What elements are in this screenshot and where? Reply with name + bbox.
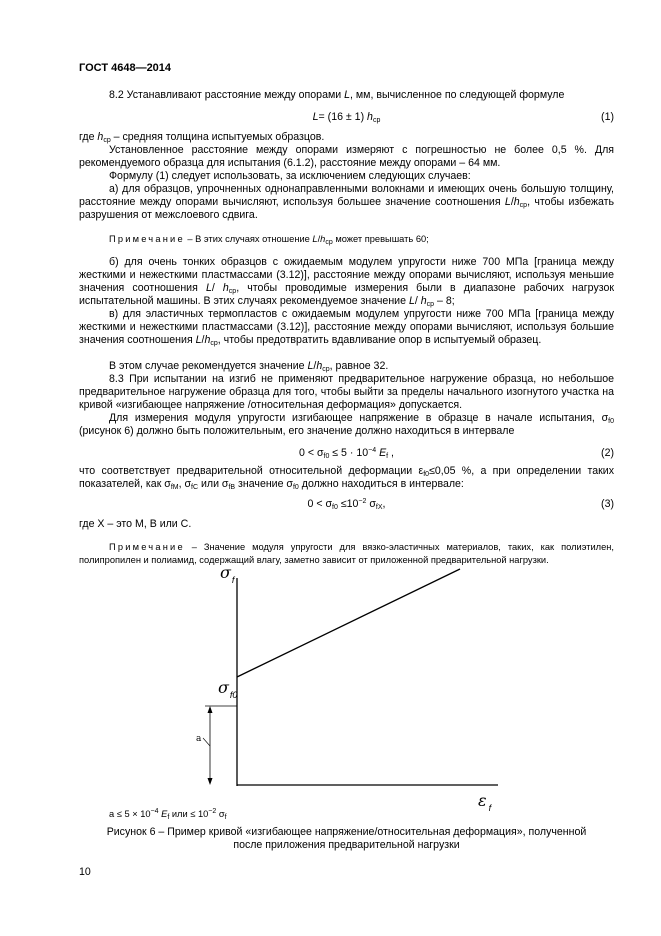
text-run: – Значение модуля упругости для вязко-эластичных материалов, таких, как полиэтилен, полипропилен и полиамид, содержащий влагу, заметно зависит от приложенной предварительной нагрузки. [79, 542, 614, 566]
text-run: , чтобы проводимые измерения были в диапазоне рабочих нагрузок испытательной машины. В этих случаях рекомендуемое значение [79, 282, 615, 308]
text-run: / [510, 196, 514, 209]
text-run: h [204, 334, 211, 347]
arrow-down-icon [208, 778, 213, 785]
page-number: 10 [79, 866, 91, 878]
text-run: , [382, 498, 386, 510]
text-run: ≤ 5 · 10 [329, 447, 369, 459]
formula-number: (3) [601, 498, 614, 510]
text-run: E [161, 809, 168, 819]
text-run: h [222, 282, 229, 295]
text-run: ≤10 [337, 498, 359, 510]
text-run: f0 [292, 484, 299, 492]
text-run: должно находиться в интервале: [298, 478, 464, 491]
text-run: где [79, 131, 98, 143]
text-run: где X – это M, B или C. [79, 518, 192, 530]
text-run: (рисунок 6) должно быть положительным, его значение должно находиться в интервале [79, 425, 515, 438]
text-run: ≤0,05 %, а при определении таких показателей, как σ [79, 465, 614, 491]
text-run: L [195, 334, 202, 347]
text-run: Установленное расстояние между опорами измеряют с погрешностью не более 0,5 %. Для рекомендуемого образца для испытания (6.1.2), расстояние между опорами – 64 мм. [79, 144, 614, 170]
text-run: может превышать 60; [332, 234, 429, 244]
text-run: б) для очень тонких образцов с ожидаемым модулем упругости ниже 700 МПа [граница между жесткими и нежесткими пластмассами (3.12)], расстояние между опорами вычисляют, используя меньшие значения соотношения [79, 256, 614, 295]
text-run: а) для образцов, упрочненных однонаправленными волокнами и имеющих очень большую толщину, расстояние между опорами вычисляют, используя большее значение соотношения [79, 183, 614, 209]
text-run: или σ [198, 478, 229, 491]
text-run: fB [228, 484, 236, 492]
text-run: h [320, 234, 326, 244]
figure-caption-line-1: Рисунок 6 – Пример кривой «изгибающее напряжение/относительная деформация», полученной [106, 826, 587, 838]
text-run: – средняя толщина испытуемых образцов. [110, 131, 325, 143]
text-run: L [312, 111, 319, 123]
text-run: −4 [150, 808, 159, 815]
text-run: 0 < σ [307, 498, 333, 510]
text-run: ср [322, 366, 330, 373]
stress-strain-line [237, 569, 460, 677]
text-run: f0 [608, 418, 614, 425]
text-run: , чтобы избежать разрушения от межслоевого сдвига. [79, 196, 614, 222]
text-run: E [379, 447, 387, 459]
text-run: f0 [323, 453, 330, 460]
text-run: −2 [208, 808, 217, 815]
text-run: = (16 ± 1) [318, 111, 368, 123]
text-run: ср [325, 239, 333, 246]
text-run: fM [170, 484, 179, 492]
arrow-up-icon [208, 706, 213, 713]
text-run: fX [375, 504, 383, 511]
text-run: −2 [358, 498, 367, 505]
text-run: L [408, 295, 415, 308]
y-axis-label: $\sigma_f$ [220, 563, 235, 585]
text-run: В этом случае рекомендуется значение [109, 360, 308, 372]
text-run: f [167, 814, 170, 821]
text-run: Примечание [109, 234, 185, 244]
text-run: L [344, 89, 351, 101]
text-run: h [420, 295, 427, 308]
text-run: значение σ [235, 478, 293, 491]
document-header: ГОСТ 4648—2014 [79, 62, 172, 74]
text-run: h [97, 131, 104, 143]
text-run: – 8; [434, 295, 455, 308]
text-run: fC [191, 484, 199, 492]
text-run: f0 [423, 471, 430, 478]
text-run: / [414, 295, 421, 308]
text-run: ср [228, 288, 237, 296]
offset-label: a [196, 734, 202, 744]
text-run: f [386, 453, 389, 460]
text-run: ср [372, 117, 381, 124]
text-run: / [201, 334, 205, 347]
text-run: в) для эластичных термопластов с ожидаемым модулем упругости ниже 700 МПа [граница между жесткими и нежесткими пластмассами (3.12)], расстояние между опорами вычисляют, используя большие значения соотношения [79, 308, 614, 347]
text-run: 8.2 Устанавливают расстояние между опорами [109, 89, 345, 101]
text-run: , мм, вычисленное по следующей формуле [350, 89, 565, 101]
offset-leader-line [203, 738, 210, 746]
text-run: σ [366, 498, 376, 510]
text-run: L [205, 282, 212, 295]
text-run: / [317, 234, 321, 244]
figure-note [109, 808, 509, 821]
text-run: f0 [332, 504, 338, 511]
text-run: , равное 32. [329, 360, 389, 372]
text-run: f [224, 814, 227, 821]
formula-number: (1) [601, 111, 614, 123]
text-run: ср [103, 137, 111, 144]
intercept-label: $\sigma_{f0}$ [218, 678, 238, 700]
text-run: ср [519, 202, 528, 210]
text-run: , чтобы предотвратить вдавливание опор в испытуемый образец. [217, 334, 542, 347]
text-run: – В этих случаях отношение [184, 234, 313, 244]
x-axis-label: ε $_f$ [478, 791, 492, 813]
formula-number: (2) [601, 447, 614, 459]
text-run: h [513, 196, 520, 209]
text-run: a ≤ 5 × 10 [109, 809, 151, 819]
text-run: L [504, 196, 511, 209]
text-run: Формулу (1) следует использовать, за исключением следующих случаев: [109, 170, 471, 182]
text-run: L [312, 234, 318, 244]
text-run: что соответствует предварительной относительной деформации ε [79, 465, 424, 477]
text-run: , σ [178, 478, 192, 491]
text-run: h [367, 111, 373, 123]
text-run: L [307, 360, 314, 372]
text-run: h [316, 360, 323, 372]
text-run: или ≤ 10 [169, 809, 209, 819]
text-run: / [211, 282, 223, 295]
text-run: −4 [368, 447, 377, 454]
text-run: Для измерения модуля упругости изгибающее напряжение в образце в начале испытания, σ [109, 412, 609, 424]
text-run: , [388, 447, 394, 459]
text-run: Примечание [109, 542, 185, 552]
text-run: 8.3 При испытании на изгиб не применяют предварительное нагружение образца, но небольшое предварительное нагружение образца для того, чтобы выйти за пределы начального изогнутого участка на кривой «изгибающее напряжение /относительная деформация» допускается. [79, 373, 614, 412]
text-run: ср [426, 301, 435, 309]
figure-caption-line-2: после приложения предварительной нагрузки [233, 839, 460, 851]
text-run: σ [216, 809, 225, 819]
text-run: ср [210, 340, 218, 348]
text-run: / [313, 360, 317, 372]
text-run: 0 < σ [298, 447, 324, 459]
